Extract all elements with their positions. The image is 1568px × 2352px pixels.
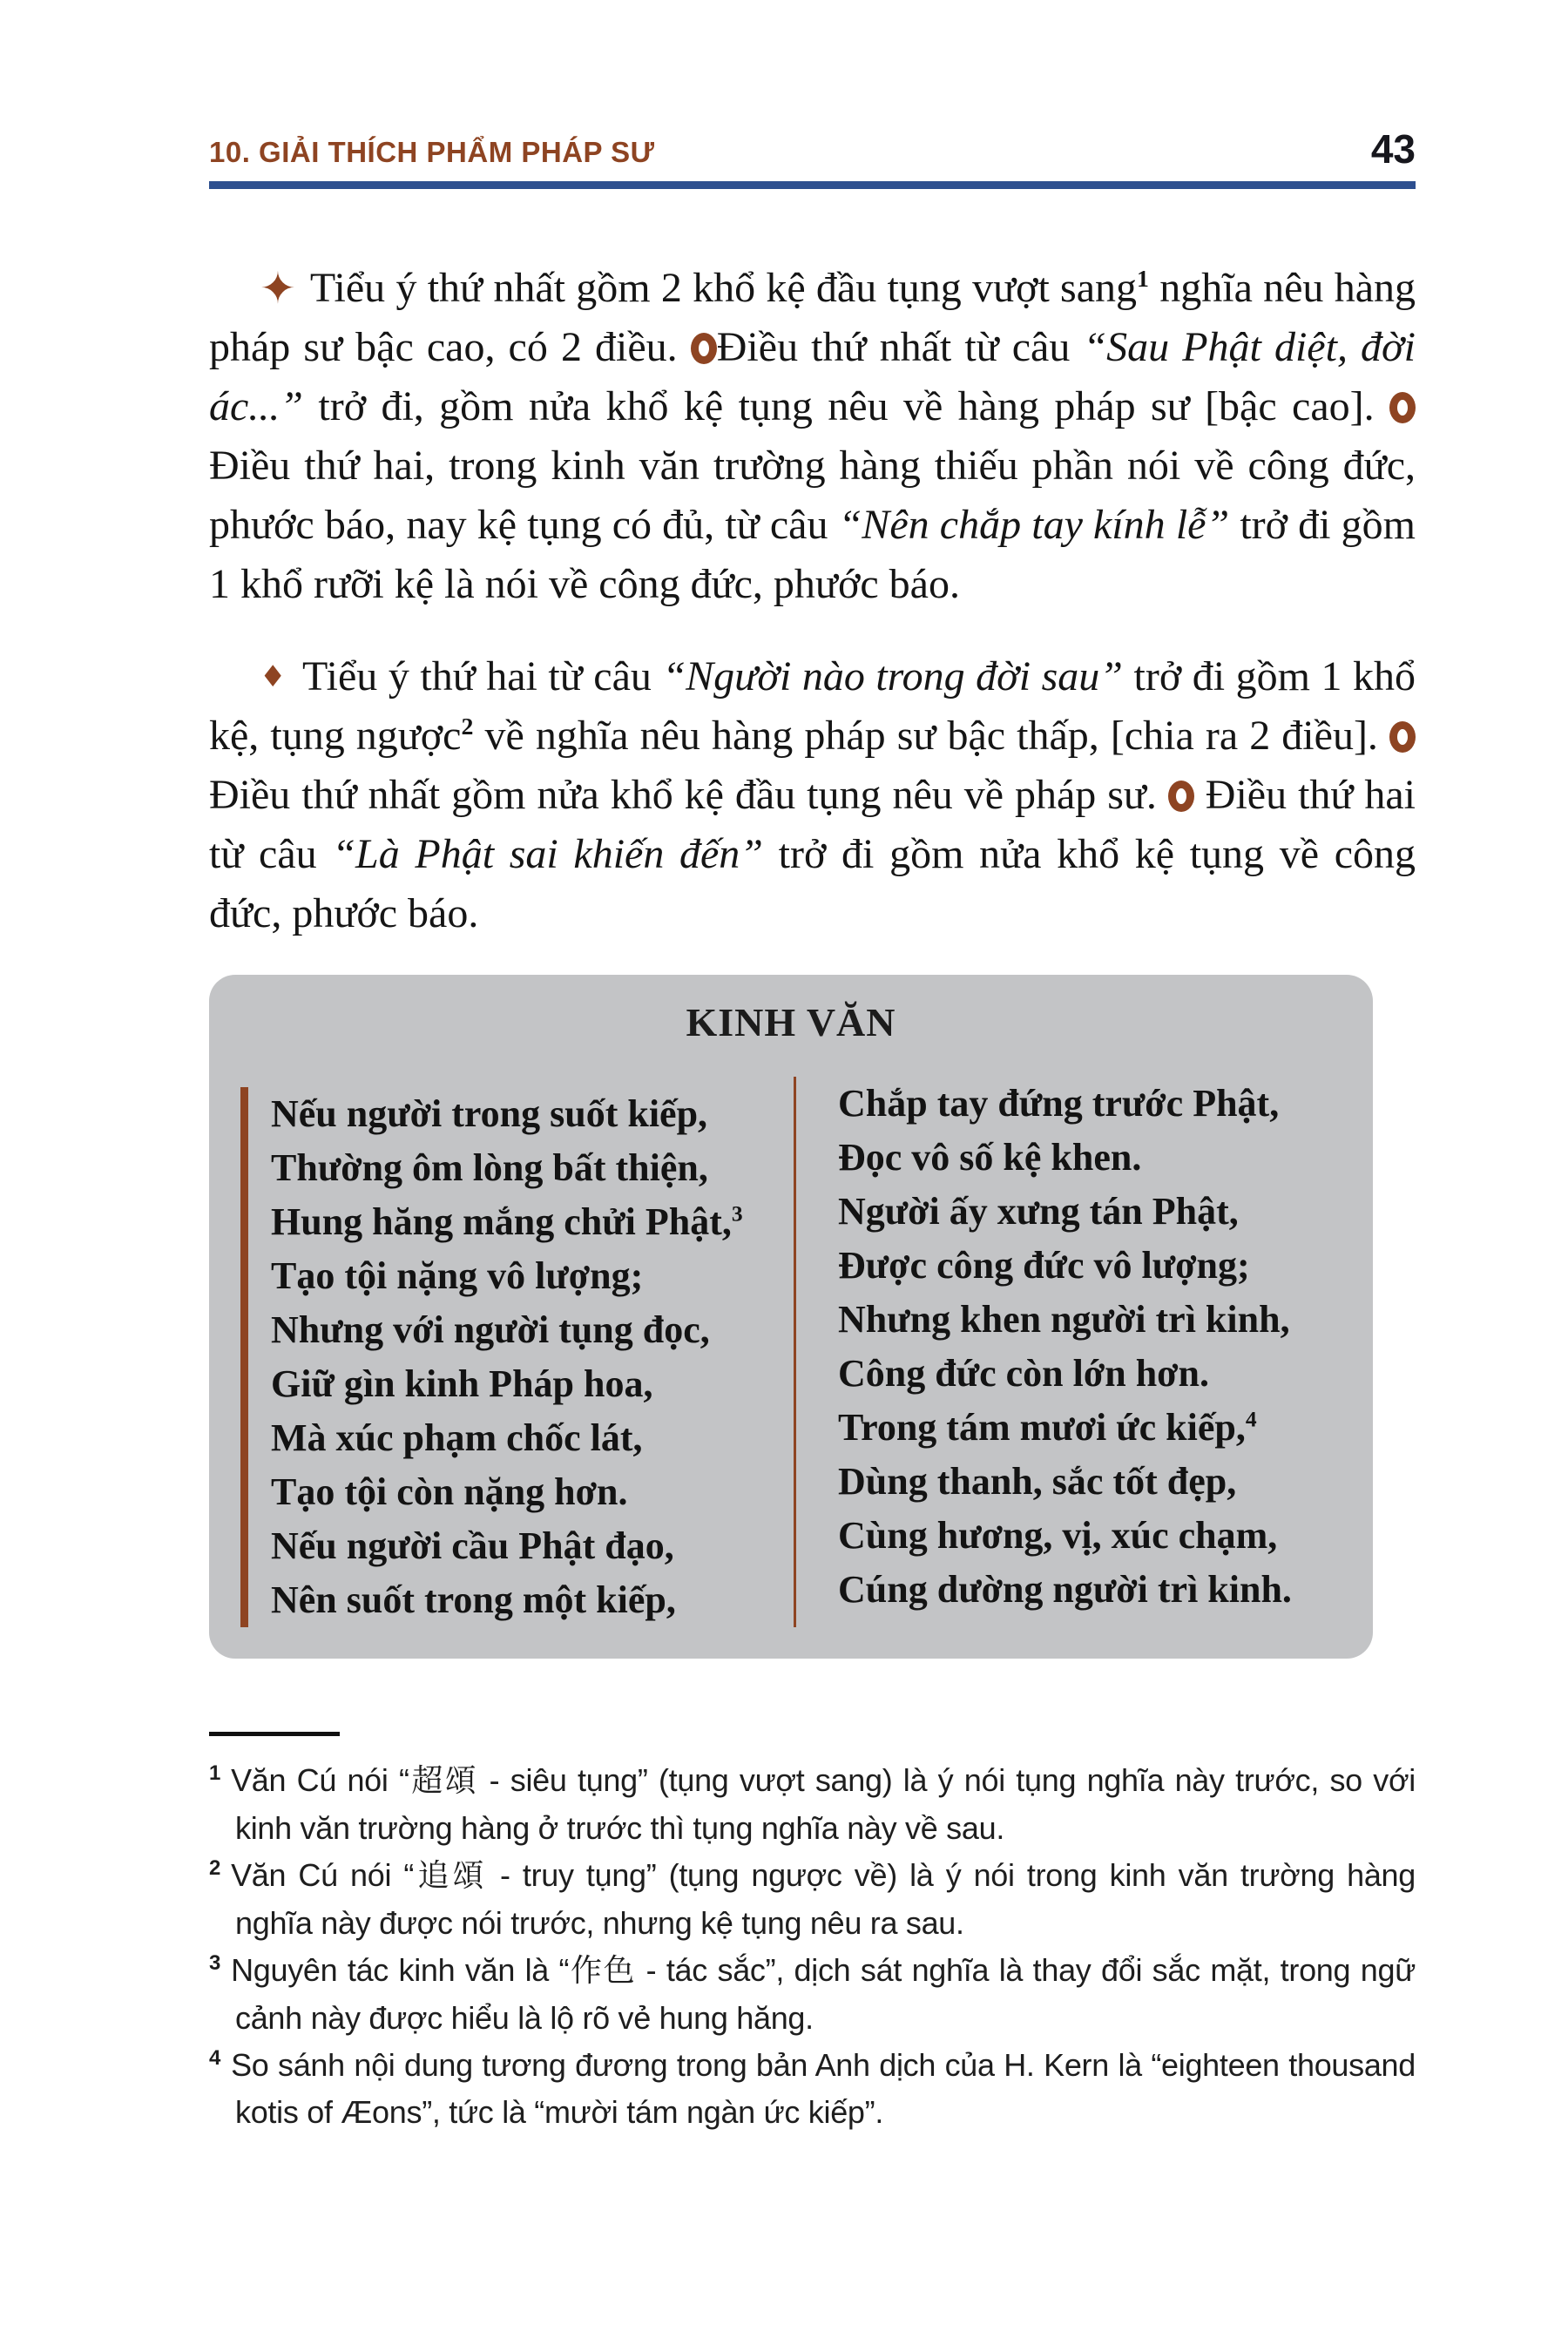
- text-segment: trở đi, gồm nửa khổ kệ tụng nêu về hàng pháp sư [bậc cao].: [303, 383, 1389, 429]
- text-segment: “Sau Phật diệt, đời ác...”: [209, 324, 1416, 429]
- text-segment: Được công đức vô lượng;: [838, 1244, 1250, 1287]
- text-segment: Thường ôm lòng bất thiện,: [271, 1146, 708, 1189]
- page-header: [209, 126, 1416, 172]
- verse-columns: [209, 1077, 1373, 1627]
- text-segment: Đọc vô số kệ khen.: [838, 1136, 1142, 1179]
- verse-line: [838, 1293, 1338, 1347]
- text-segment: Văn Cú nói “: [231, 1857, 415, 1893]
- page-content: [209, 0, 1416, 2136]
- text-segment: Chắp tay đứng trước Phật,: [838, 1082, 1280, 1125]
- text-segment: Tiểu ý thứ nhất gồm 2 khổ kệ đầu tụng vượt sang: [309, 265, 1138, 311]
- verse-line: [271, 1411, 794, 1465]
- footnote: [209, 1947, 1416, 2042]
- verse-column-left: [240, 1087, 794, 1627]
- bullet-circle-icon: [1389, 721, 1416, 753]
- footnote-number: 3: [209, 1951, 221, 1975]
- diamond-icon: ♦: [260, 659, 287, 694]
- text-segment: Tạo tội còn nặng hơn.: [271, 1470, 628, 1513]
- text-segment: “Là Phật sai khiến đến”: [332, 831, 764, 877]
- verse-line: [271, 1573, 794, 1627]
- star-icon: ✦: [260, 263, 296, 314]
- footnote-separator: [209, 1732, 340, 1736]
- verse-line: [838, 1347, 1338, 1401]
- text-segment: Nếu người trong suốt kiếp,: [271, 1092, 708, 1135]
- footnote-number: 1: [209, 1761, 221, 1785]
- text-segment: về nghĩa nêu hàng pháp sư bậc thấp, [chia ra 2 điều].: [473, 713, 1390, 759]
- verse-line: [271, 1519, 794, 1573]
- text-segment: - siêu tụng” (tụng vượt sang) là ý nói tụng nghĩa này trước, so với kinh văn trường hàng ở trước thì tụng nghĩa này về sau.: [235, 1762, 1416, 1846]
- text-segment: 4: [1245, 1406, 1257, 1432]
- text-segment: trở đi gồm 1 khổ rưỡi kệ là nói về công đức, phước báo.: [209, 502, 1416, 607]
- text-segment: Điều thứ nhất từ câu: [716, 324, 1084, 370]
- verse-line: [271, 1195, 794, 1249]
- text-segment: Điều thứ hai từ câu: [209, 772, 1416, 877]
- text-segment: Trong tám mươi ức kiếp,: [838, 1406, 1246, 1449]
- verse-line: [838, 1563, 1338, 1617]
- text-segment: “Nên chắp tay kính lễ”: [838, 502, 1230, 548]
- text-segment: Cúng dường người trì kinh.: [838, 1568, 1292, 1611]
- paragraph-first-subidea: [209, 259, 1416, 614]
- verse-line: [271, 1465, 794, 1519]
- text-segment: Hung hăng mắng chửi Phật,: [271, 1200, 732, 1243]
- bullet-circle-icon: [691, 333, 717, 364]
- paragraph-second-subidea: [209, 647, 1416, 943]
- footnote: [209, 1852, 1416, 1947]
- verse-line: [271, 1303, 794, 1357]
- verse-line: [838, 1455, 1338, 1509]
- text-segment: 追頌: [414, 1858, 488, 1894]
- text-segment: Nếu người cầu Phật đạo,: [271, 1524, 674, 1567]
- verse-line: [271, 1087, 794, 1141]
- verse-line: [271, 1141, 794, 1195]
- text-segment: Nhưng khen người trì kinh,: [838, 1298, 1290, 1341]
- header-rule: [209, 181, 1416, 189]
- text-segment: 超頌: [409, 1763, 479, 1799]
- text-segment: Người ấy xưng tán Phật,: [838, 1190, 1239, 1233]
- footnotes-section: [209, 1757, 1416, 2136]
- text-segment: 作色: [569, 1953, 637, 1989]
- text-segment: Điều thứ hai, trong kinh văn trường hàng thiếu phần nói về công đức, phước báo, nay kệ tụng có đủ, từ câu: [209, 443, 1416, 548]
- verse-line: [838, 1077, 1338, 1131]
- verse-line: [838, 1131, 1338, 1185]
- text-segment: Giữ gìn kinh Pháp hoa,: [271, 1362, 653, 1405]
- text-segment: “Người nào trong đời sau”: [662, 653, 1123, 700]
- text-segment: 3: [731, 1200, 743, 1227]
- verse-line: [838, 1239, 1338, 1293]
- page-number: 43: [1370, 126, 1416, 172]
- verse-column-right: [796, 1077, 1338, 1627]
- chapter-header-title: 10. GIẢI THÍCH PHẨM PHÁP SƯ: [209, 136, 655, 168]
- bullet-circle-icon: [1168, 781, 1194, 812]
- text-segment: 1: [1137, 266, 1149, 293]
- verse-line: [838, 1185, 1338, 1239]
- text-segment: Tiểu ý thứ hai từ câu: [302, 653, 663, 700]
- text-segment: Văn Cú nói “: [231, 1762, 409, 1798]
- kinh-van-box: [209, 975, 1373, 1659]
- text-segment: Dùng thanh, sắc tốt đẹp,: [838, 1460, 1237, 1503]
- footnote-number: 2: [209, 1856, 221, 1880]
- text-segment: Nguyên tác kinh văn là “: [231, 1952, 570, 1988]
- footnote: [209, 2042, 1416, 2136]
- verse-line: [271, 1357, 794, 1411]
- bullet-circle-icon: [1389, 392, 1416, 423]
- text-segment: Cùng hương, vị, xúc chạm,: [838, 1514, 1278, 1557]
- footnote-number: 4: [209, 2046, 221, 2070]
- text-segment: Mà xúc phạm chốc lát,: [271, 1416, 643, 1459]
- kinh-van-title: KINH VĂN: [686, 1000, 896, 1044]
- verse-line: [838, 1509, 1338, 1563]
- text-segment: - truy tụng” (tụng ngược về) là ý nói trong kinh văn trường hàng nghĩa này được nói trước, nhưng kệ tụng nêu ra sau.: [235, 1857, 1416, 1941]
- text-segment: - tác sắc”, dịch sát nghĩa là thay đổi sắc mặt, trong ngữ cảnh này được hiểu là lộ rõ vẻ hung hăng.: [235, 1952, 1416, 2036]
- text-segment: 2: [461, 713, 474, 740]
- text-segment: So sánh nội dung tương đương trong bản Anh dịch của H. Kern là “eighteen thousand kotis of Æons”, tức là “mười tám ngàn ức kiếp”.: [231, 2047, 1416, 2130]
- text-segment: Tạo tội nặng vô lượng;: [271, 1254, 644, 1297]
- text-segment: trở đi gồm nửa khổ kệ tụng về công đức, phước báo.: [209, 831, 1416, 936]
- text-segment: Nên suốt trong một kiếp,: [271, 1578, 676, 1621]
- text-segment: Điều thứ nhất gồm nửa khổ kệ đầu tụng nêu về pháp sư.: [209, 772, 1168, 818]
- footnote: [209, 1757, 1416, 1852]
- verse-line: [271, 1249, 794, 1303]
- text-segment: nghĩa nêu hàng pháp sư bậc cao, có 2 điều.: [209, 265, 1416, 370]
- text-segment: trở đi gồm 1 khổ kệ, tụng ngược: [209, 653, 1416, 759]
- verse-line: [838, 1401, 1338, 1455]
- text-segment: Nhưng với người tụng đọc,: [271, 1308, 710, 1351]
- text-segment: Công đức còn lớn hơn.: [838, 1352, 1210, 1395]
